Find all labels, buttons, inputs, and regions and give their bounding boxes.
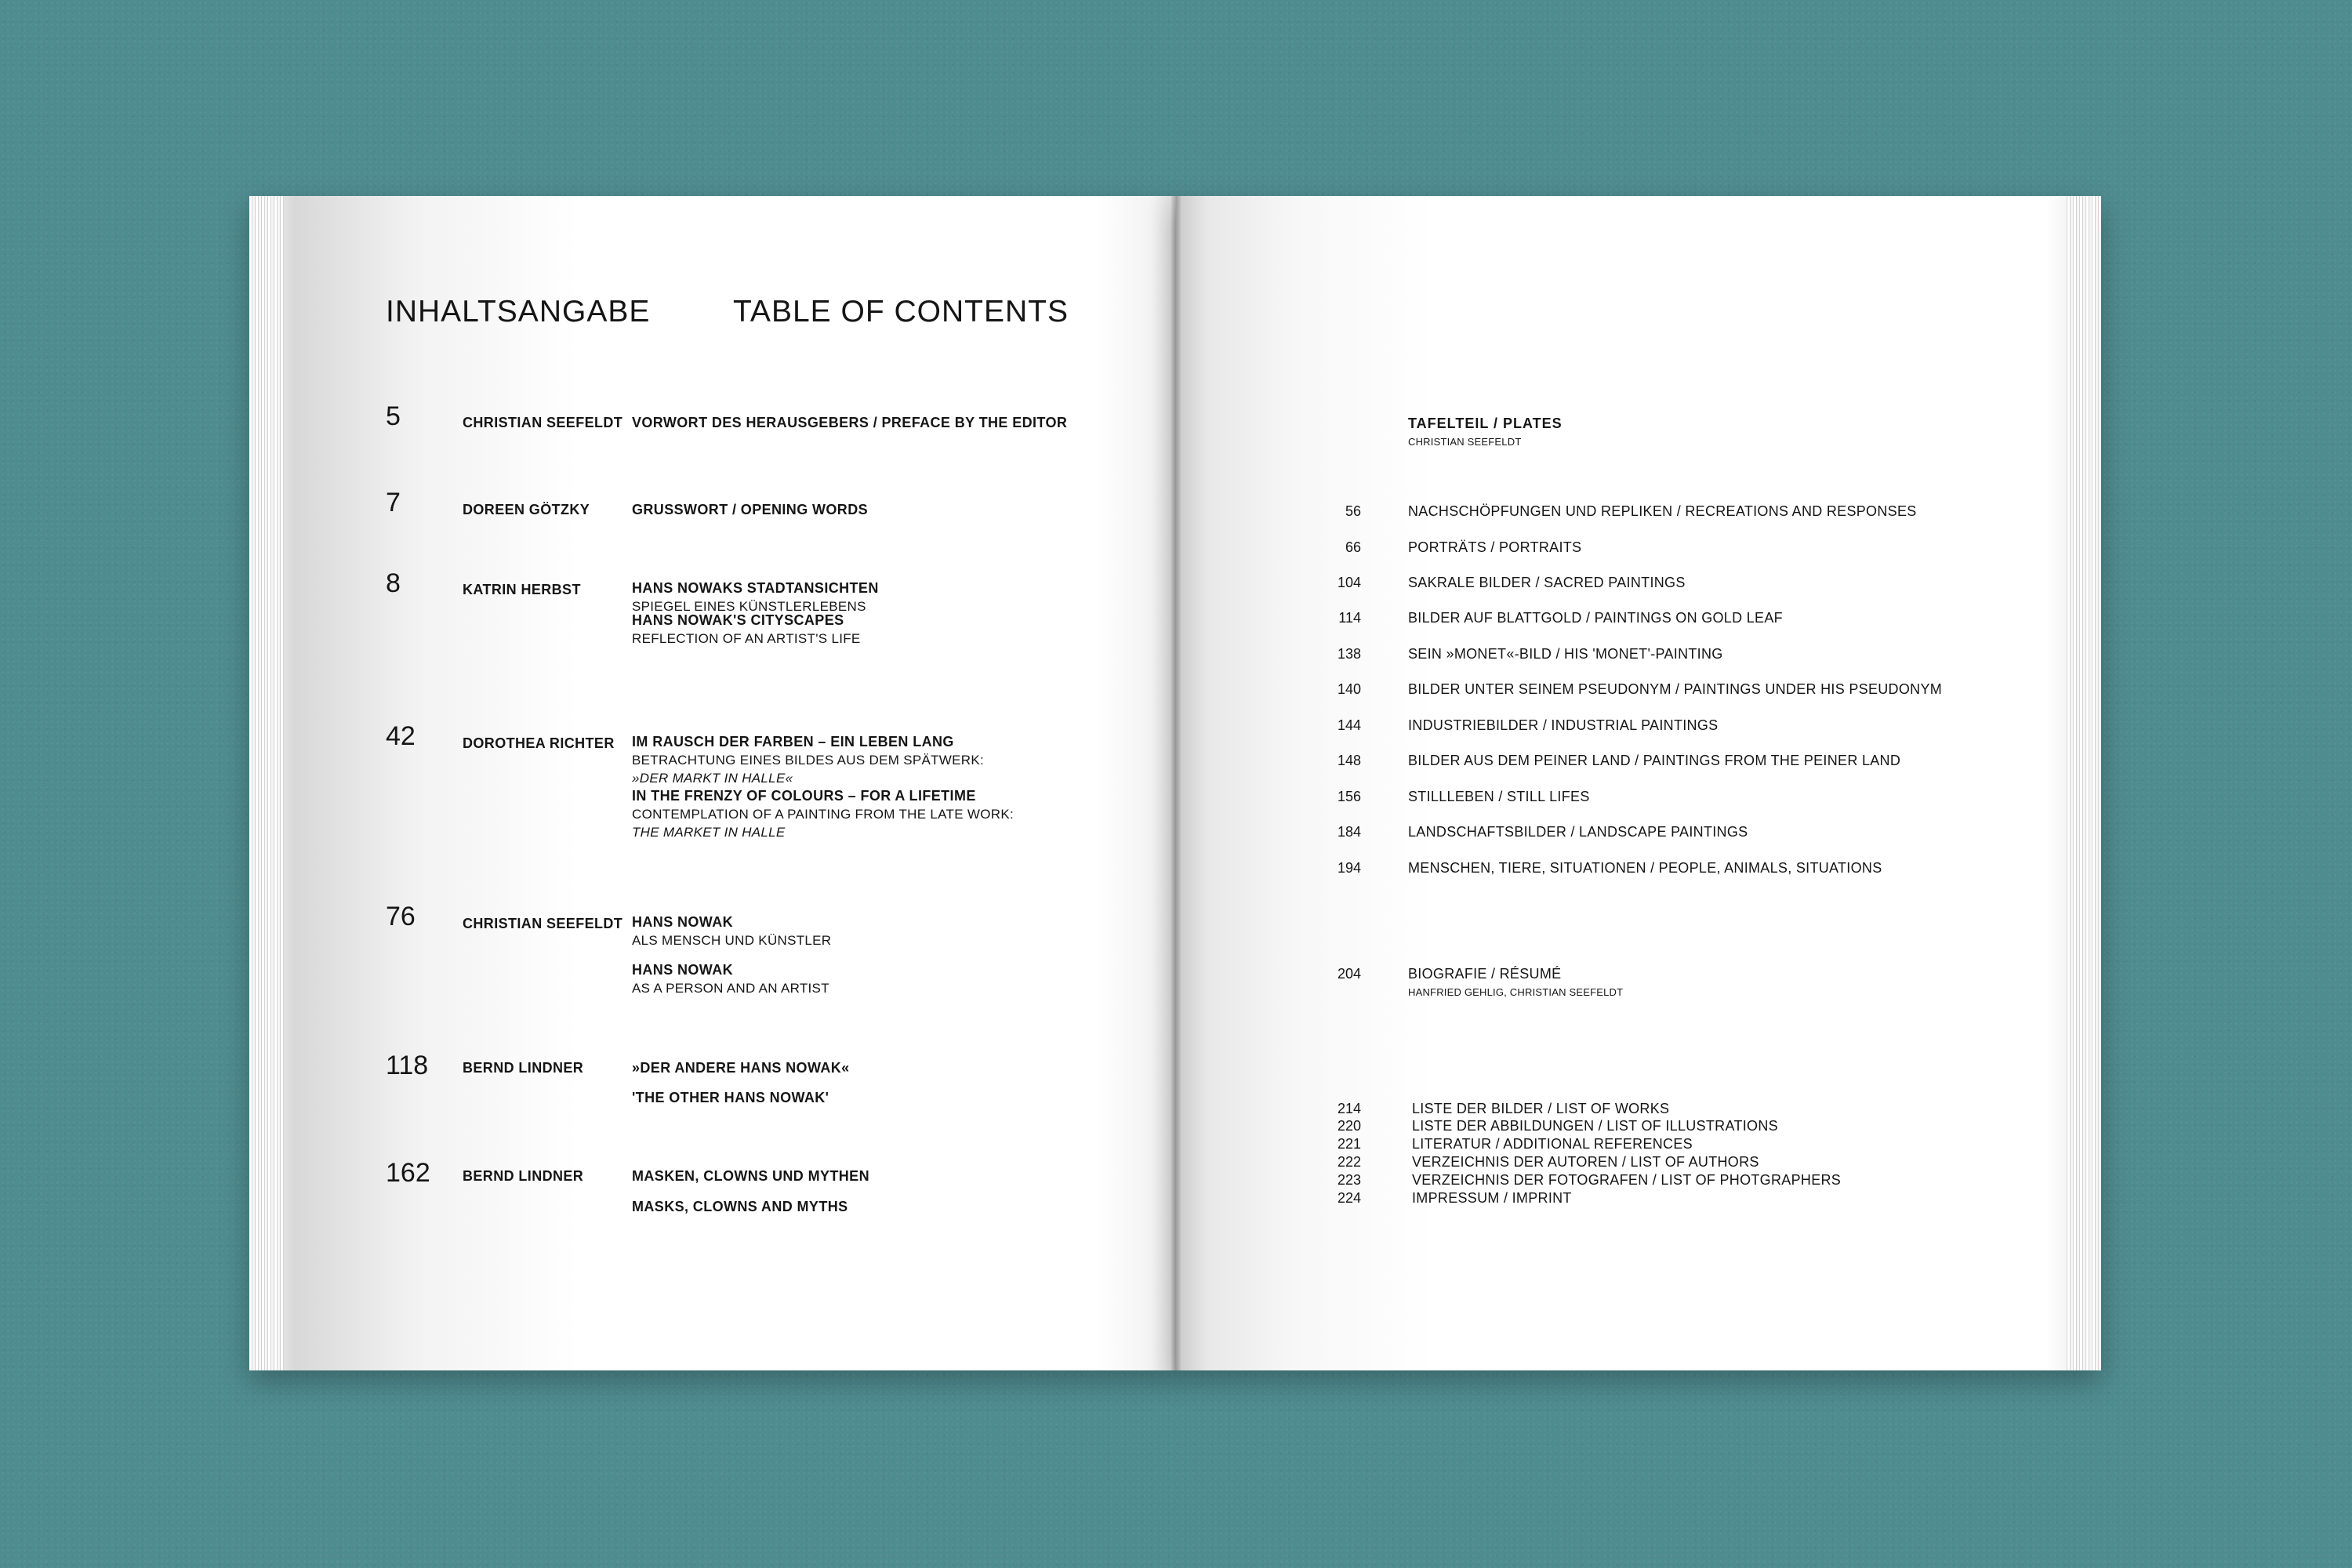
toc-page-number: 8 <box>386 568 401 598</box>
biography-page-number: 204 <box>1337 966 1361 982</box>
plate-page-number: 184 <box>1337 824 1361 840</box>
book-gutter <box>1171 196 1181 1370</box>
plate-title[interactable]: SEIN »MONET«-BILD / HIS 'MONET'-PAINTING <box>1408 646 1723 662</box>
toc-title: IM RAUSCH DER FARBEN – EIN LEBEN LANG <box>632 734 954 750</box>
heading-en: TABLE OF CONTENTS <box>733 295 1069 328</box>
plate-title[interactable]: INDUSTRIEBILDER / INDUSTRIAL PAINTINGS <box>1408 717 1719 733</box>
toc-title: 'THE OTHER HANS NOWAK' <box>632 1090 829 1105</box>
page-edges-left <box>249 196 284 1370</box>
appendix-title[interactable]: LISTE DER ABBILDUNGEN / LIST OF ILLUSTRATIONS <box>1412 1118 1778 1134</box>
biography-title: BIOGRAFIE / RÉSUMÉ <box>1408 966 1562 982</box>
plate-title[interactable]: MENSCHEN, TIERE, SITUATIONEN / PEOPLE, ANIMALS, SITUATIONS <box>1408 860 1882 876</box>
left-page <box>249 196 1176 1370</box>
toc-author: DOROTHEA RICHTER <box>463 735 615 751</box>
toc-title: IN THE FRENZY OF COLOURS – FOR A LIFETIME <box>632 788 976 804</box>
right-page <box>1176 196 2101 1370</box>
toc-author: DOREEN GÖTZKY <box>463 502 590 517</box>
plates-title: TAFELTEIL / PLATES <box>1408 416 1563 431</box>
toc-subtitle: CONTEMPLATION OF A PAINTING FROM THE LATE WORK: <box>632 807 1014 822</box>
toc-subtitle-italic: »DER MARKT IN HALLE« <box>632 771 793 786</box>
appendix-title[interactable]: IMPRESSUM / IMPRINT <box>1412 1190 1572 1206</box>
toc-page-number: 5 <box>386 401 401 431</box>
biography-authors: HANFRIED GEHLIG, CHRISTIAN SEEFELDT <box>1408 986 1624 998</box>
plate-title[interactable]: LANDSCHAFTSBILDER / LANDSCAPE PAINTINGS <box>1408 824 1748 840</box>
plate-page-number: 114 <box>1338 610 1361 626</box>
plate-page-number: 66 <box>1345 539 1361 555</box>
appendix-page-number: 214 <box>1337 1101 1361 1116</box>
toc-subtitle: SPIEGEL EINES KÜNSTLERLEBENS <box>632 599 866 614</box>
toc-author: CHRISTIAN SEEFELDT <box>463 415 623 430</box>
toc-title-block-en <box>632 787 1014 841</box>
plate-page-number: 104 <box>1337 575 1361 590</box>
toc-title: HANS NOWAKS STADTANSICHTEN <box>632 580 879 596</box>
appendix-page-number: 222 <box>1337 1154 1361 1170</box>
appendix-title[interactable]: VERZEICHNIS DER FOTOGRAFEN / LIST OF PHOTGRAPHERS <box>1412 1172 1842 1188</box>
toc-title: HANS NOWAK <box>632 962 733 978</box>
appendix-page-number: 220 <box>1337 1118 1361 1134</box>
toc-subtitle: BETRACHTUNG EINES BILDES AUS DEM SPÄTWERK: <box>632 753 985 768</box>
appendix-page-number: 223 <box>1337 1172 1361 1188</box>
appendix-title[interactable]: VERZEICHNIS DER AUTOREN / LIST OF AUTHORS <box>1412 1154 1759 1170</box>
toc-subtitle-italic: THE MARKET IN HALLE <box>632 825 786 840</box>
heading-de: INHALTSANGABE <box>386 295 651 328</box>
plate-page-number: 156 <box>1337 789 1361 804</box>
toc-author: BERND LINDNER <box>463 1060 584 1076</box>
plate-page-number: 140 <box>1337 681 1361 697</box>
toc-title: VORWORT DES HERAUSGEBERS / PREFACE BY THE EDITOR <box>632 415 1068 430</box>
toc-author: CHRISTIAN SEEFELDT <box>463 916 623 931</box>
appendix-title[interactable]: LISTE DER BILDER / LIST OF WORKS <box>1412 1101 1670 1116</box>
plate-title[interactable]: BILDER AUF BLATTGOLD / PAINTINGS ON GOLD LEAF <box>1408 610 1783 626</box>
toc-title-block-de <box>632 913 831 949</box>
toc-title-block-de <box>632 579 879 615</box>
toc-title-block-de <box>632 733 984 787</box>
toc-author: KATRIN HERBST <box>463 582 581 597</box>
toc-subtitle: AS A PERSON AND AN ARTIST <box>632 981 829 996</box>
toc-page-number: 118 <box>386 1051 429 1080</box>
appendix-title[interactable]: LITERATUR / ADDITIONAL REFERENCES <box>1412 1136 1693 1152</box>
toc-title: HANS NOWAK'S CITYSCAPES <box>632 612 844 628</box>
plate-title[interactable]: SAKRALE BILDER / SACRED PAINTINGS <box>1408 575 1686 590</box>
plate-title[interactable]: STILLLEBEN / STILL LIFES <box>1408 789 1590 804</box>
toc-title: »DER ANDERE HANS NOWAK« <box>632 1060 850 1076</box>
plate-title[interactable]: PORTRÄTS / PORTRAITS <box>1408 539 1582 555</box>
plates-author: CHRISTIAN SEEFELDT <box>1408 436 1522 448</box>
plate-page-number: 56 <box>1345 503 1361 519</box>
toc-page-number: 42 <box>386 721 416 751</box>
toc-title: GRUSSWORT / OPENING WORDS <box>632 502 869 517</box>
toc-title-block-en <box>632 961 829 997</box>
toc-subtitle: REFLECTION OF AN ARTIST'S LIFE <box>632 631 861 646</box>
toc-author: BERND LINDNER <box>463 1168 584 1184</box>
toc-page-number: 7 <box>386 488 401 517</box>
toc-page-number: 76 <box>386 902 416 931</box>
plate-title[interactable]: BILDER UNTER SEINEM PSEUDONYM / PAINTINGS UNDER HIS PSEUDONYM <box>1408 681 1943 697</box>
toc-title: MASKS, CLOWNS AND MYTHS <box>632 1199 848 1214</box>
plate-title[interactable]: NACHSCHÖPFUNGEN UND REPLIKEN / RECREATIONS AND RESPONSES <box>1408 503 1917 519</box>
plate-page-number: 144 <box>1337 717 1361 733</box>
plate-title[interactable]: BILDER AUS DEM PEINER LAND / PAINTINGS FROM THE PEINER LAND <box>1408 753 1901 768</box>
toc-title: MASKEN, CLOWNS UND MYTHEN <box>632 1168 869 1184</box>
toc-title-block-en <box>632 612 861 648</box>
toc-title: HANS NOWAK <box>632 914 733 930</box>
plate-page-number: 194 <box>1337 860 1361 876</box>
plate-page-number: 148 <box>1337 753 1361 768</box>
appendix-page-number: 221 <box>1337 1136 1361 1152</box>
toc-subtitle: ALS MENSCH UND KÜNSTLER <box>632 933 832 948</box>
plate-page-number: 138 <box>1337 646 1361 662</box>
page-edges-right <box>2067 196 2101 1370</box>
appendix-page-number: 224 <box>1337 1190 1361 1206</box>
toc-page-number: 162 <box>386 1158 430 1188</box>
